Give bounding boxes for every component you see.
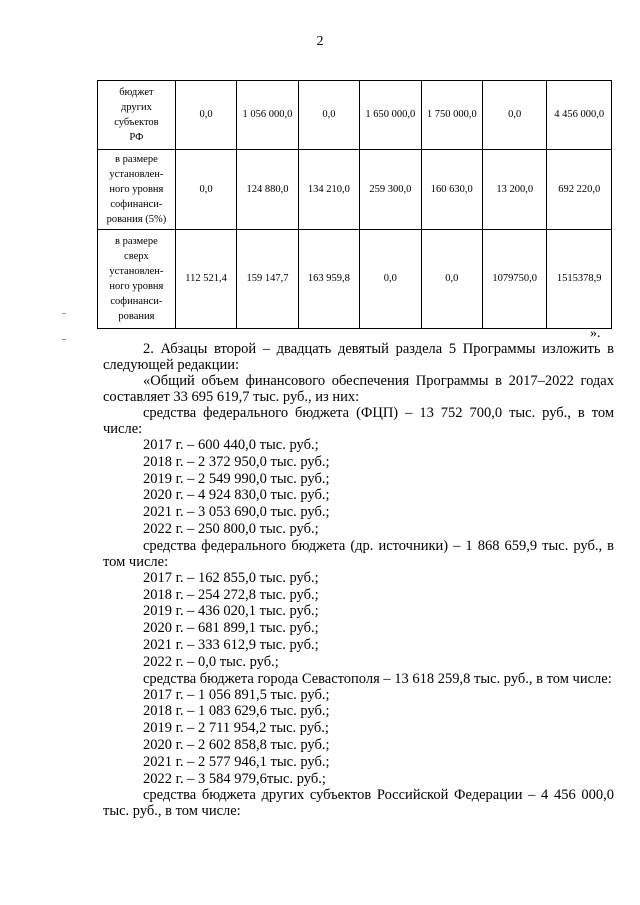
table-cell: 259 300,0 <box>360 150 421 230</box>
paragraph-other-subjects: средства бюджета других субъектов Российской Федерации – 4 456 000,0 тыс. руб., в том числе: <box>103 787 614 820</box>
list-item: 2017 г. – 162 855,0 тыс. руб.; <box>143 569 319 586</box>
page-number: 2 <box>316 34 324 49</box>
table-cell: 0,0 <box>360 230 421 329</box>
table-cell: 124 880,0 <box>237 150 298 230</box>
list-item: 2019 г. – 436 020,1 тыс. руб.; <box>143 603 319 620</box>
paragraph-total: «Общий объем финансового обеспечения Программы в 2017–2022 годах составляет 33 695 619,7 тыс. руб., из них: <box>103 373 614 405</box>
paragraph-federal-other: средства федерального бюджета (др. источники) – 1 868 659,9 тыс. руб., в том числе: <box>103 537 614 570</box>
table-cell: 0,0 <box>298 81 359 150</box>
table-cell: 1079750,0 <box>483 230 547 329</box>
table-cell: 0,0 <box>175 81 236 150</box>
list-item: 2022 г. – 0,0 тыс. руб.; <box>143 653 279 670</box>
list-item: 2018 г. – 1 083 629,6 тыс. руб.; <box>143 703 330 720</box>
table-cell: 4 456 000,0 <box>547 81 612 150</box>
list-item: 2022 г. – 3 584 979,6тыс. руб.; <box>143 770 326 787</box>
table-cell: 1 750 000,0 <box>421 81 482 150</box>
table-cell: 0,0 <box>483 81 547 150</box>
table-cell: 1 650 000,0 <box>360 81 421 150</box>
list-item: 2020 г. – 681 899,1 тыс. руб.; <box>143 620 319 637</box>
table-cell: 13 200,0 <box>483 150 547 230</box>
margin-mark <box>62 313 66 314</box>
table-cell: 0,0 <box>421 230 482 329</box>
table-cell: 1 056 000,0 <box>237 81 298 150</box>
list-item: 2020 г. – 4 924 830,0 тыс. руб.; <box>143 487 330 504</box>
financing-table <box>97 80 612 329</box>
document-body <box>103 341 614 819</box>
table-row <box>98 230 612 329</box>
list-item: 2022 г. – 250 800,0 тыс. руб.; <box>143 520 319 537</box>
list-item: 2019 г. – 2 711 954,2 тыс. руб.; <box>143 720 329 737</box>
list-item: 2018 г. – 254 272,8 тыс. руб.; <box>143 586 319 603</box>
list-item: 2021 г. – 3 053 690,0 тыс. руб.; <box>143 504 330 521</box>
margin-mark <box>62 339 66 340</box>
table-cell: 112 521,4 <box>175 230 236 329</box>
paragraph-federal-fcp: средства федерального бюджета (ФЦП) – 13 752 700,0 тыс. руб., в том числе: <box>103 405 614 437</box>
table-row <box>98 81 612 150</box>
table-cell: 163 959,8 <box>298 230 359 329</box>
list-item: 2019 г. – 2 549 990,0 тыс. руб.; <box>143 470 330 487</box>
row-label: в размере установлен- ного уровня софинанси- рования (5%) <box>98 150 176 230</box>
row-label: в размере сверх установлен- ного уровня софинанси- рования <box>98 230 176 329</box>
closing-quote: ». <box>590 326 601 341</box>
table-cell: 134 210,0 <box>298 150 359 230</box>
table-cell: 1515378,9 <box>547 230 612 329</box>
table-cell: 0,0 <box>175 150 236 230</box>
paragraph-amendment: 2. Абзацы второй – двадцать девятый раздела 5 Программы изложить в следующей редакции: <box>103 341 614 373</box>
list-item: 2017 г. – 600 440,0 тыс. руб.; <box>143 437 319 453</box>
list-item: 2017 г. – 1 056 891,5 тыс. руб.; <box>143 686 330 703</box>
list-item: 2021 г. – 2 577 946,1 тыс. руб.; <box>143 753 330 770</box>
paragraph-sevastopol: средства бюджета города Севастополя – 13 618 259,8 тыс. руб., в том числе: <box>143 670 612 687</box>
table-cell: 160 630,0 <box>421 150 482 230</box>
table-cell: 159 147,7 <box>237 230 298 329</box>
row-label: бюджет других субъектов РФ <box>98 81 176 150</box>
list-item: 2021 г. – 333 612,9 тыс. руб.; <box>143 636 319 653</box>
table-cell: 692 220,0 <box>547 150 612 230</box>
list-item: 2018 г. – 2 372 950,0 тыс. руб.; <box>143 453 330 470</box>
table-row <box>98 150 612 230</box>
list-item: 2020 г. – 2 602 858,8 тыс. руб.; <box>143 736 330 753</box>
